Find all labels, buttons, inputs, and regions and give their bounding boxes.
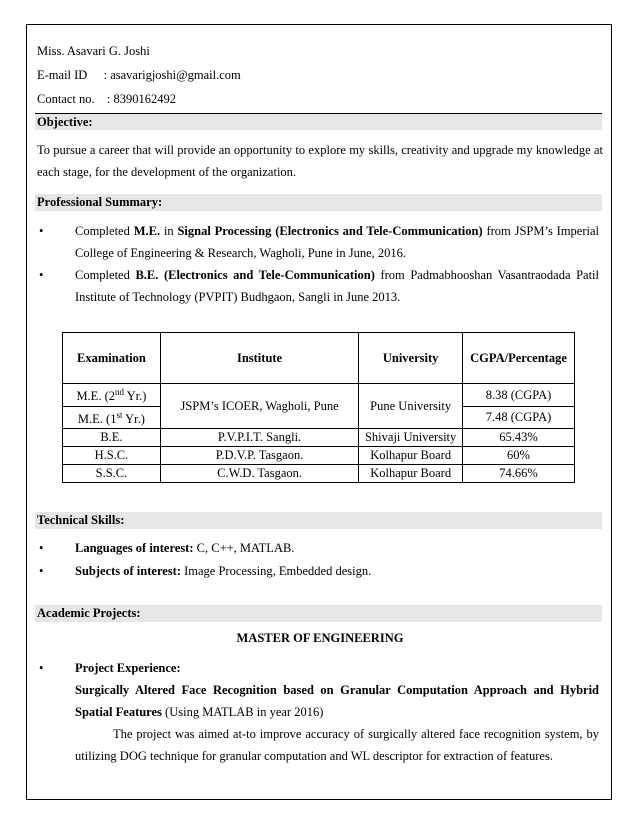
candidate-name: Miss. Asavari G. Joshi [37,44,150,58]
project-item [39,657,599,679]
email-value: : asavarigjoshi@gmail.com [103,68,241,82]
header-university: University [359,333,463,384]
education-table [62,332,575,483]
email-row [37,68,241,83]
score-cell: 7.48 (CGPA) [463,407,575,429]
summary-item: • Completed B.E. (Electronics and Tele-Communication) from Padmabhooshan Vasantraodada Patil Institute of Technology (PVPIT) Budhgaon, Sangli in June 2013. [59,264,599,308]
score-cell: 60% [463,447,575,465]
header-examination: Examination [63,333,161,384]
bullet-icon: • [39,661,44,675]
summary-item: • Completed M.E. in Signal Processing (Electronics and Tele-Communication) from JSPM’s Imperial College of Engineering & Research, Wagholi, Pune in June, 2016. [59,220,599,264]
university-cell: Pune University [359,384,463,429]
resume-page [26,24,612,800]
contact-value: : 8390162492 [106,92,176,106]
bullet-icon: • [39,541,44,555]
contact-row [37,92,176,107]
contact-label: Contact no. [37,92,95,106]
bullet-icon: • [39,224,44,238]
email-label: E-mail ID [37,68,88,82]
table-row [63,384,575,407]
institute-cell: P.D.V.P. Tasgaon. [160,447,358,465]
institute-cell: JSPM’s ICOER, Wagholi, Pune [160,384,358,429]
header-score: CGPA/Percentage [463,333,575,384]
bullet-icon: • [39,268,44,282]
institute-cell: P.V.P.I.T. Sangli. [160,429,358,447]
exam-cell: B.E. [63,429,161,447]
exam-cell: S.S.C. [63,465,161,483]
exam-cell: H.S.C. [63,447,161,465]
bullet-icon: • [39,564,44,578]
technical-item: • Subjects of interest: Image Processing, Embedded design. [59,560,599,582]
technical-item: • Languages of interest: C, C++, MATLAB. [59,537,599,559]
technical-heading: Technical Skills: [35,512,602,529]
project-title-note: (Using MATLAB in year 2016) [161,705,324,719]
objective-heading: Objective: [35,113,602,130]
institute-cell: C.W.D. Tasgaon. [160,465,358,483]
header-institute: Institute [160,333,358,384]
university-cell: Kolhapur Board [359,465,463,483]
university-cell: Shivaji University [359,429,463,447]
project-description: The project was aimed at-to improve accuracy of surgically altered face recognition system, by utilizing DOG technique for granular computation and WL descriptor for extraction of features. [75,727,599,763]
table-header-row [63,333,575,384]
exam-cell: M.E. (2nd Yr.) [63,384,161,407]
score-cell: 74.66% [463,465,575,483]
project-experience-label: Project Experience: [75,661,181,675]
objective-text: To pursue a career that will provide an opportunity to explore my skills, creativity and upgrade my knowledge at each stage, for the development of the organization. [37,143,603,179]
projects-heading: Academic Projects: [35,605,602,622]
projects-subtitle: MASTER OF ENGINEERING [236,631,404,645]
summary-heading: Professional Summary: [35,194,602,211]
project-title: Surgically Altered Face Recognition based on Granular Computation Approach and Hybrid Spatial Features [75,683,599,719]
table-row [63,447,575,465]
exam-cell: M.E. (1st Yr.) [63,407,161,429]
table-row [63,465,575,483]
score-cell: 65.43% [463,429,575,447]
score-cell: 8.38 (CGPA) [463,384,575,407]
table-row [63,429,575,447]
project-title-block [59,679,599,723]
university-cell: Kolhapur Board [359,447,463,465]
